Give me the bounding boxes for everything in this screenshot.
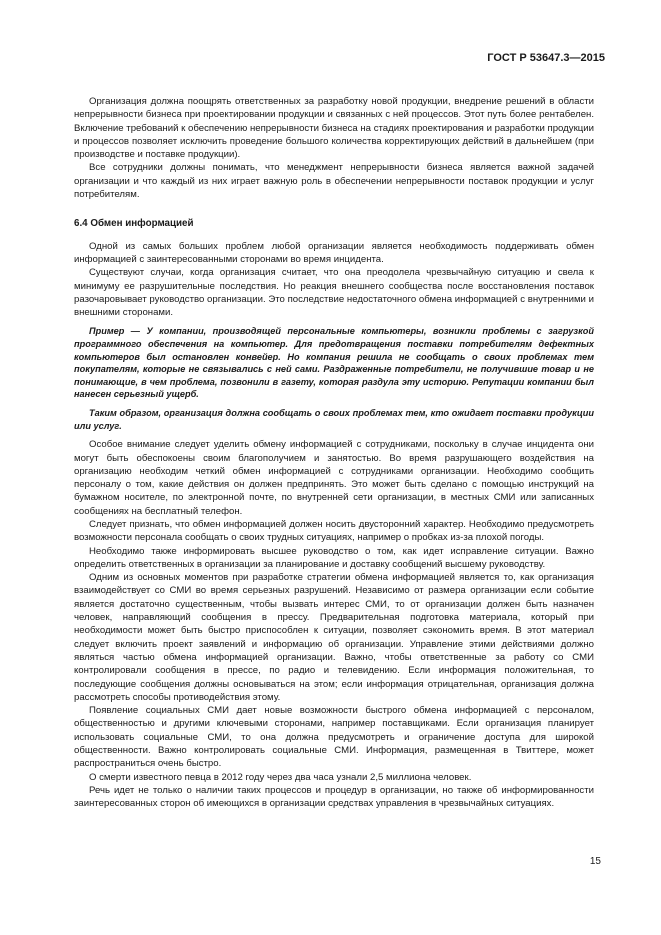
paragraph: Необходимо также информировать высшее руководство о том, как идет исправление ситуации. Важно определить ответственных в организации за планирование и доставку сообщений высшему руководству. — [74, 545, 594, 570]
paragraph: Организация должна поощрять ответственных за разработку новой продукции, внедрение решений в области непрерывности бизнеса при проектировании продукции и связанных с ней процессов. Этот путь более рентабелен. Включение требований к обеспечению непрерывности бизнеса на стадиях проектирования и разработки продукции и процессов позволяет исключить проведение большого количества корректирующих действий в дальнейшем (при производстве и поставке продукции). — [74, 96, 594, 161]
paragraph: Появление социальных СМИ дает новые возможности быстрого обмена информацией с персоналом, общественностью и другими ключевыми сторонами, например поставщиками. Если организация планирует использовать социальные СМИ, то она должна предусмотреть и ограничение доступа для широкой общественности. Важно контролировать социальные СМИ. Информация, размещенная в Твиттере, может распространиться очень быстро. — [74, 705, 594, 770]
paragraph: О смерти известного певца в 2012 году через два часа узнали 2,5 миллиона человек. — [89, 771, 472, 783]
paragraph: Речь идет не только о наличии таких процессов и процедур в организации, но также об информированности заинтересованных сторон об имеющихся в организации средствах управления в чрезвычайных ситуациях. — [74, 784, 594, 810]
paragraph: Все сотрудники должны понимать, что менеджмент непрерывности бизнеса является важной задачей организации и что каждый из них играет важную роль в обеспечении непрерывности поставок продукции и услуг потребителям. — [74, 162, 594, 201]
paragraph: Следует признать, что обмен информацией должен носить двусторонний характер. Необходимо предусмотреть возможности персонала сообщать о своих трудных ситуациях, например о пробках из-за плохой погоды. — [74, 518, 594, 544]
paragraph: Существуют случаи, когда организация считает, что она преодолела чрезвычайную ситуацию и свела к минимуму ее разрушительные последствия. Но реакция внешнего сообщества после восстановления поставок разочаровывает руководство организации. Это последствие недостаточного обмена информацией с внутренними и внешними сторонами. — [74, 267, 594, 319]
example-conclusion: Таким образом, организация должна сообщать о своих проблемах тем, кто ожидает поставки продукции или услуг. — [74, 408, 594, 431]
page-number: 15 — [589, 856, 601, 867]
example-paragraph: Пример — У компании, производящей персональные компьютеры, возникли проблемы с загрузкой программного обеспечения на компьютер. Для предотвращения поставки потребителям дефектных компьютеров был остановлен конвейер. Но компания решила не сообщать о своих проблемах тем покупателям, которые не связывались с ней сами. Раздраженные потребители, не получившие товар и не понимающие, в чем проблема, позвонили в газету, которая раздула эту историю. Репутации компании был нанесен серьезный ущерб. — [74, 326, 594, 400]
paragraph: Одним из основных моментов при разработке стратегии обмена информацией является то, как организация взаимодействует со СМИ во время серьезных разрушений. Независимо от размера организации если событие является достаточно существенным, чтобы вызвать интерес СМИ, то от организации должен быть назначен человек, направляющий сообщения в прессу. Предварительная подготовка материала, который при необходимости может быть быстро приспособлен к ситуации, позволяет сэкономить время. В этот материал следует включить проект заявлений и информацию об организации. Управление этими действиями должно являться частью обмена информацией организации. Важно, чтобы ответственные за работу со СМИ контролировали сообщения в прессе, по радио и телевидению. Если информация положительная, то последующие сообщения должны основываться на этом; если информация отрицательная, организация должна рассмотреть способы противодействия этому. — [74, 572, 594, 703]
section-heading: 6.4 Обмен информацией — [74, 218, 194, 230]
paragraph: Особое внимание следует уделить обмену информацией с сотрудниками, поскольку в случае инцидента они могут быть обеспокоены своим благополучием и занятостью. Во время разрушающего воздействия на организацию необходим четкий обмен информацией с сотрудниками организации. Необходимо сообщить персоналу о том, какие действия он должен предпринять. Это может быть сделано с помощью инструкций на бумажном носителе, по электронной почте, по внутренней сети организации, в местных СМИ или записанных сообщениях на бесплатный телефон. — [74, 439, 594, 517]
paragraph: Одной из самых больших проблем любой организации является необходимость поддерживать обмен информацией с заинтересованными сторонами во время инцидента. — [74, 240, 594, 265]
page-content — [74, 95, 594, 811]
document-code: ГОСТ Р 53647.3—2015 — [487, 52, 605, 64]
